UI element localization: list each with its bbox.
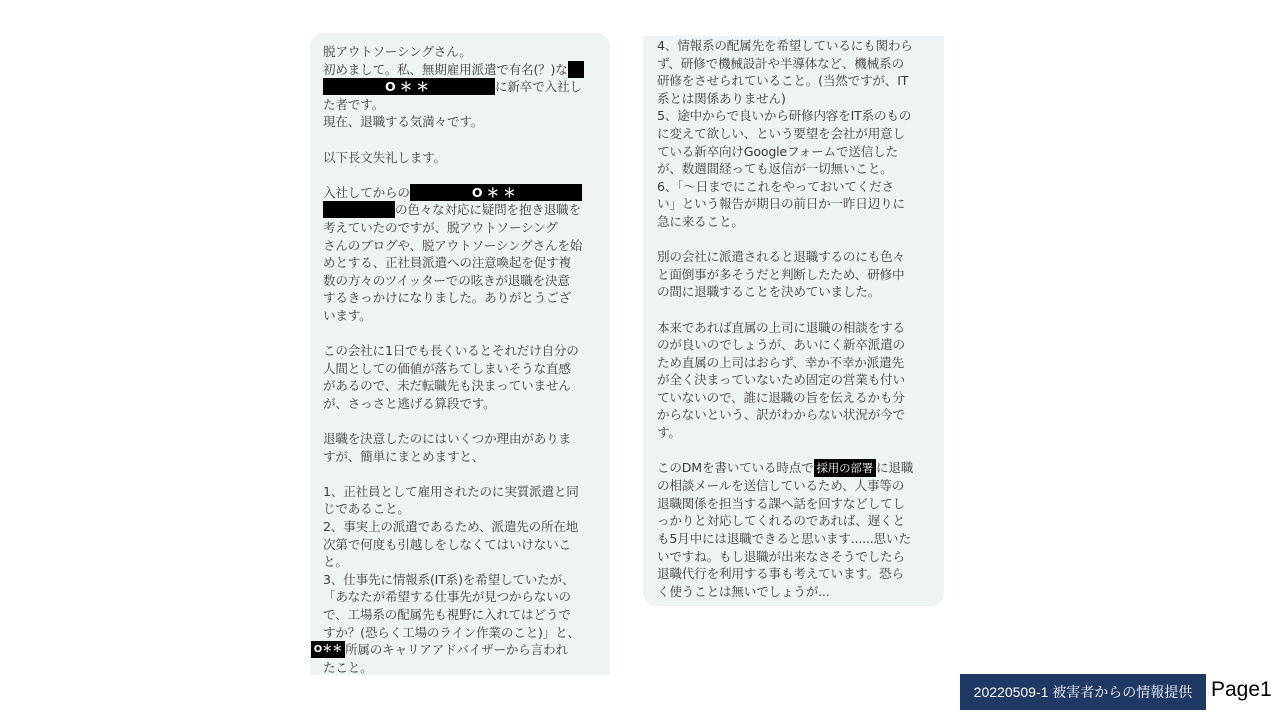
text-line: ため直属の上司はおらず、幸か不幸か派遣先 bbox=[657, 354, 904, 370]
text-line: 3、仕事先に情報系(IT系)を希望していたが、 bbox=[323, 571, 575, 587]
redaction-company-name: O＊＊ bbox=[410, 184, 582, 201]
text-line: このDMを書いている時点で bbox=[657, 460, 814, 476]
text-line: 数の方々のツイッターでの呟きが退職を決意 bbox=[323, 272, 570, 288]
paragraph-reasons-list bbox=[313, 483, 596, 677]
paragraph-reasons-intro bbox=[323, 430, 596, 465]
message-bubble-left bbox=[310, 33, 610, 675]
text-line: 初めまして。私、無期雇用派遣で有名(？)な bbox=[323, 61, 568, 77]
text-line: があるので、未だ転職先も決まっていません bbox=[323, 378, 571, 394]
paragraph-value bbox=[323, 342, 596, 412]
text-line: ていないので、誰に退職の旨を伝えるかも分 bbox=[657, 389, 905, 405]
paragraph-decision bbox=[657, 248, 930, 301]
text-line: います。 bbox=[323, 307, 372, 323]
text-line: に退職 bbox=[876, 460, 914, 476]
text-line: からないという、訳がわからない状況が今で bbox=[657, 407, 905, 423]
text-line: いですね。もし退職が出来なさそうでしたら bbox=[657, 548, 905, 564]
text-line: 次第で何度も引越しをしなくてはいけないこ bbox=[323, 536, 571, 552]
text-line: 1、正社員として雇用されたのに実質派遣と同 bbox=[323, 483, 579, 499]
redaction-company-name: O＊＊ bbox=[323, 78, 495, 95]
text-line: 入社してからの bbox=[323, 184, 410, 200]
text-line: す。 bbox=[657, 425, 681, 441]
text-line: じであること。 bbox=[323, 501, 410, 517]
text-line: 退職関係を担当する課へ話を回すなどしてし bbox=[657, 495, 905, 511]
text-line: 脱アウトソーシングさん。 bbox=[323, 44, 472, 59]
text-line: く使うことは無いでしょうが... bbox=[657, 583, 830, 599]
text-line: めとする、正社員派遣への注意喚起を促す複 bbox=[323, 255, 571, 271]
text-line: 研修をさせられていること。(当然ですが、IT bbox=[657, 73, 909, 89]
text-line: 以下長文失礼します。 bbox=[323, 149, 446, 165]
text-line: 考えていたのですが、脱アウトソーシング bbox=[323, 219, 558, 235]
text-line: さんのブログや、脱アウトソーシングさんを始 bbox=[323, 237, 583, 253]
text-line: 人間としての価値が落ちてしまいそうな直感 bbox=[323, 360, 571, 376]
text-line: 4、情報系の配属先を希望しているにも関わら bbox=[657, 38, 913, 53]
text-line: この会社に1日でも長くいるとそれだけ自分の bbox=[323, 343, 579, 359]
text-line: が、さっさと逃げる算段です。 bbox=[323, 395, 496, 411]
paragraph-background bbox=[323, 184, 596, 325]
text-line: と面倒事が多そうだと判断したため、研修中 bbox=[657, 266, 905, 282]
paragraph-current-status bbox=[657, 459, 930, 600]
text-line: たこと。 bbox=[323, 659, 373, 675]
text-line: が全く決まっていないため固定の営業も付い bbox=[657, 372, 905, 388]
text-line: と。 bbox=[323, 554, 348, 570]
text-line: い」という報告が期日の前日か一昨日辺りに bbox=[657, 196, 905, 212]
paragraph-situation bbox=[657, 319, 930, 442]
text-line: に変えて欲しい、という要望を会社が用意し bbox=[657, 125, 905, 141]
text-line: ず、研修で機械設計や半導体など、機械系の bbox=[657, 55, 904, 71]
text-line: ている新卒向けGoogleフォームで送信した bbox=[657, 143, 898, 159]
text-line: 急に来ること。 bbox=[657, 213, 744, 229]
text-line: で、工場系の配属先も視野に入れてはどうで bbox=[323, 607, 571, 622]
text-line: の間に退職することを決めていました。 bbox=[657, 284, 881, 300]
text-line: 2、事実上の派遣であるため、派遣先の所在地 bbox=[323, 519, 579, 535]
text-line: 所属のキャリアアドバイザーから言われ bbox=[345, 642, 568, 658]
text-line: のが良いのでしょうが、あいにく新卒派遣の bbox=[657, 337, 905, 353]
text-line: の色々な対応に疑問を抱き退職を bbox=[395, 202, 581, 218]
paragraph-reasons-continued bbox=[657, 37, 930, 231]
text-line: の相談メールを送信しているため、人事等の bbox=[657, 478, 905, 494]
text-line: 現在、退職する気満々です。 bbox=[323, 114, 484, 130]
paragraph-preface bbox=[323, 149, 596, 167]
text-line: すか？(恐らく工場のライン作業のこと)」と、 bbox=[323, 624, 580, 640]
message-bubble-right bbox=[643, 36, 944, 606]
redaction-company-name: O＊＊ bbox=[311, 641, 345, 658]
text-line: 「あなたが希望する仕事先が見つからないの bbox=[323, 589, 571, 605]
page-number: Page1 bbox=[1211, 678, 1272, 701]
text-line: 系とは関係ありません) bbox=[657, 90, 786, 106]
text-line: 退職を決意したのにはいくつか理由がありま bbox=[323, 431, 571, 447]
source-badge: 20220509-1 被害者からの情報提供 bbox=[960, 674, 1206, 710]
text-line: 本来であれば直属の上司に退職の相談をする bbox=[657, 319, 905, 335]
paragraph-greeting bbox=[323, 43, 596, 131]
text-line: すが、簡単にまとめますと、 bbox=[323, 448, 485, 464]
text-line: 退職代行を利用する事も考えています。恐ら bbox=[657, 566, 904, 582]
text-line: が、数週間経っても返信が一切無いこと。 bbox=[657, 161, 893, 177]
text-line: っかりと対応してくれるのであれば、遅くと bbox=[657, 513, 905, 529]
text-line: た者です。 bbox=[323, 96, 384, 112]
text-line: 別の会社に派遣されると退職するのにも色々 bbox=[657, 249, 905, 265]
redaction-block bbox=[568, 61, 584, 78]
text-line: 6、「～日までにこれをやっておいてくださ bbox=[657, 178, 894, 194]
text-line: も5月中には退職できると思います......思いた bbox=[657, 531, 911, 547]
text-line: するきっかけになりました。ありがとうござ bbox=[323, 290, 571, 306]
redaction-label: 採用の部署 bbox=[814, 459, 877, 477]
redaction-block bbox=[323, 201, 395, 218]
text-line: に新卒で入社し bbox=[495, 79, 582, 95]
text-line: 5、途中からで良いから研修内容をIT系のもの bbox=[657, 108, 912, 124]
